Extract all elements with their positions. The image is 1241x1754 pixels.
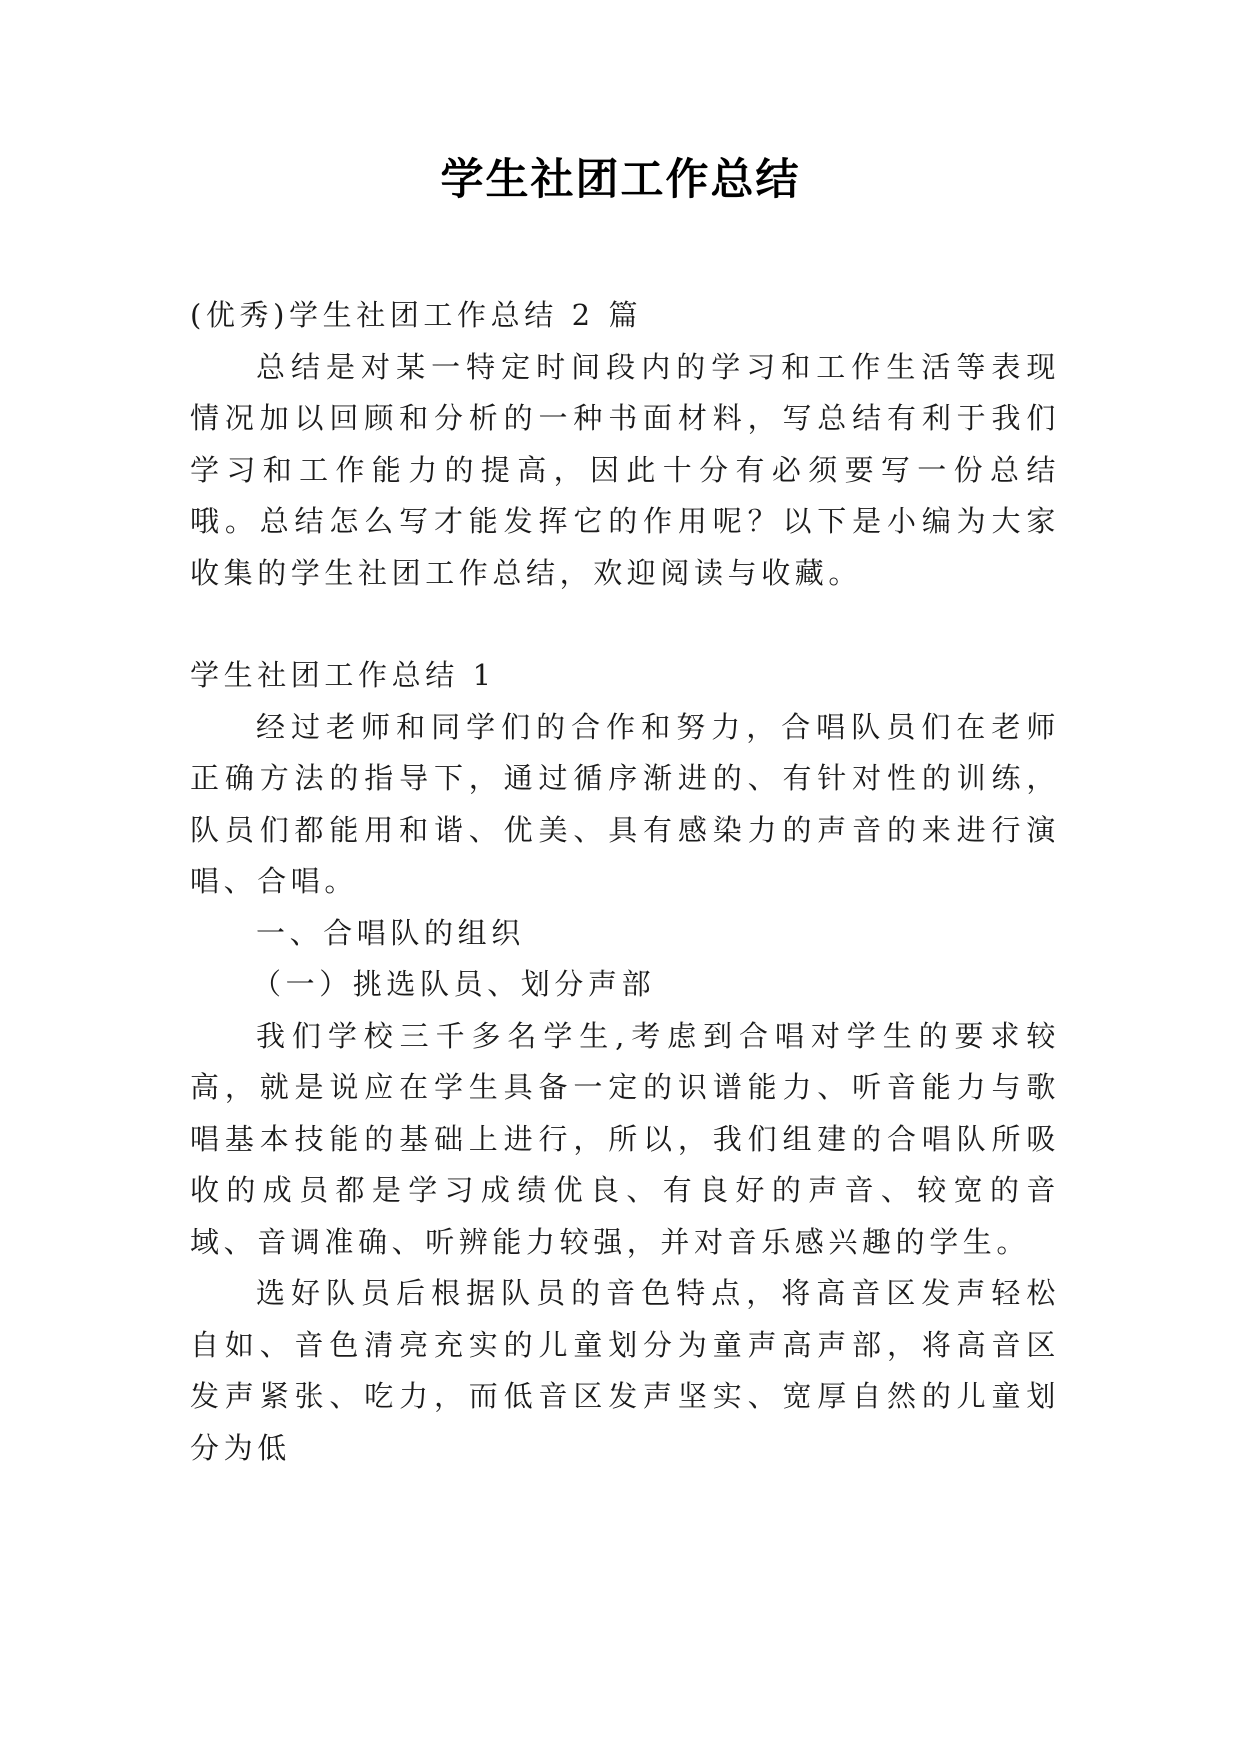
document-subtitle: (优秀)学生社团工作总结 2 篇 <box>190 298 643 332</box>
section-heading: 学生社团工作总结 1 <box>190 658 496 692</box>
section-paragraph: 选好队员后根据队员的音色特点，将高音区发声轻松自如、音色清亮充实的儿童划分为童声高声部，将高音区发声紧张、吃力，而低音区发声坚实、宽厚自然的儿童划分为低 <box>190 1276 1060 1465</box>
document-title: 学生社团工作总结 <box>440 155 801 205</box>
intro-paragraph: 总结是对某一特定时间段内的学习和工作生活等表现情况加以回顾和分析的一种书面材料，写总结有利于我们学习和工作能力的提高，因此十分有必须要写一份总结哦。总结怎么写才能发挥它的作用呢？以下是小编为大家收集的学生社团工作总结，欢迎阅读与收藏。 <box>190 349 1060 590</box>
paragraph-spacer <box>190 599 1060 650</box>
document-body <box>190 290 1060 1474</box>
heading-level-2: （一）挑选队员、划分声部 <box>252 967 656 1001</box>
section-paragraph: 经过老师和同学们的合作和努力，合唱队员们在老师正确方法的指导下，通过循序渐进的、有针对性的训练，队员们都能用和谐、优美、具有感染力的声音的来进行演唱、合唱。 <box>190 709 1060 898</box>
section-paragraph: 我们学校三千多名学生,考虑到合唱对学生的要求较高，就是说应在学生具备一定的识谱能力、听音能力与歌唱基本技能的基础上进行，所以，我们组建的合唱队所吸收的成员都是学习成绩优良、有良好的声音、较宽的音域、音调准确、听辨能力较强，并对音乐感兴趣的学生。 <box>190 1018 1060 1259</box>
heading-level-1: 一、合唱队的组织 <box>256 915 525 950</box>
